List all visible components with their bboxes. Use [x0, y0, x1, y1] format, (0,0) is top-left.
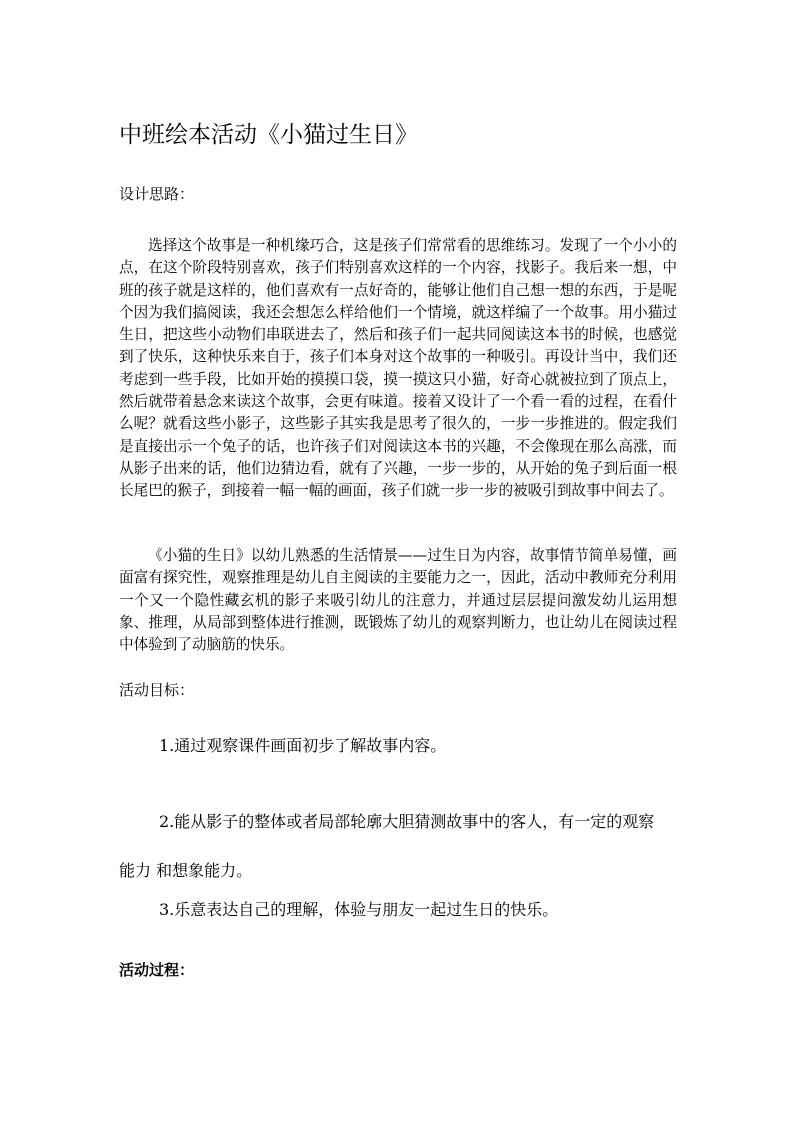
activity-process-heading: 活动过程：	[119, 961, 195, 979]
goal-item-2: 2.能从影子的整体或者局部轮廓大胆猜测故事中的客人，有一定的观察能力 和想象能力。	[119, 812, 655, 880]
activity-goals-heading: 活动目标：	[119, 681, 195, 699]
goal-item-3: 3.乐意表达自己的理解，体验与朋友一起过生日的快乐。	[159, 900, 559, 919]
goal-item-1: 1.通过观察课件画面初步了解故事内容。	[159, 736, 447, 755]
document-title: 中班绘本活动《小猫过生日》	[119, 122, 418, 148]
design-paragraph-1: 选择这个故事是一种机缘巧合，这是孩子们常常看的思维练习。发现了一个小小的点，在这个阶段特别喜欢，孩子们特别喜欢这样的一个内容，找影子。我后来一想，中班的孩子就是这样的，他们喜欢有一点好奇的，能够让他们自己想一想的东西，于是呢个因为我们搞阅读，我还会想怎么样给他们一个情境，就这样编了一个故事。用小猫过生日，把这些小动物们串联进去了，然后和孩子们一起共同阅读这本书的时候，也感觉到了快乐，这种快乐来自于，孩子们本身对这个故事的一种吸引。再设计当中，我们还考虑到一些手段，比如开始的摸摸口袋，摸一摸这只小猫，好奇心就被拉到了顶点上，然后就带着悬念来读这个故事，会更有味道。接着又设计了一个看一看的过程，在看什么呢？就看这些小影子，这些影子其实我是思考了很久的，一步一步推进的。假定我们是直接出示一个兔子的话，也许孩子们对阅读这本书的兴趣，不会像现在那么高涨，而从影子出来的话，他们边猜边看，就有了兴趣，一步一步的，从开始的兔子到后面一根长尾巴的猴子，到接着一幅一幅的画面，孩子们就一步一步的被吸引到故事中间去了。	[119, 237, 677, 500]
design-ideas-heading: 设计思路：	[119, 185, 195, 203]
design-paragraph-2: 《小猫的生日》以幼儿熟悉的生活情景——过生日为内容，故事情节简单易懂，画面富有探究性，观察推理是幼儿自主阅读的主要能力之一，因此，活动中教师充分利用一个又一个隐性藏玄机的影子来吸引幼儿的注意力，并通过层层提问激发幼儿运用想象、推理，从局部到整体进行推测，既锻炼了幼儿的观察判断力，也让幼儿在阅读过程中体验到了动脑筋的快乐。	[119, 547, 677, 654]
